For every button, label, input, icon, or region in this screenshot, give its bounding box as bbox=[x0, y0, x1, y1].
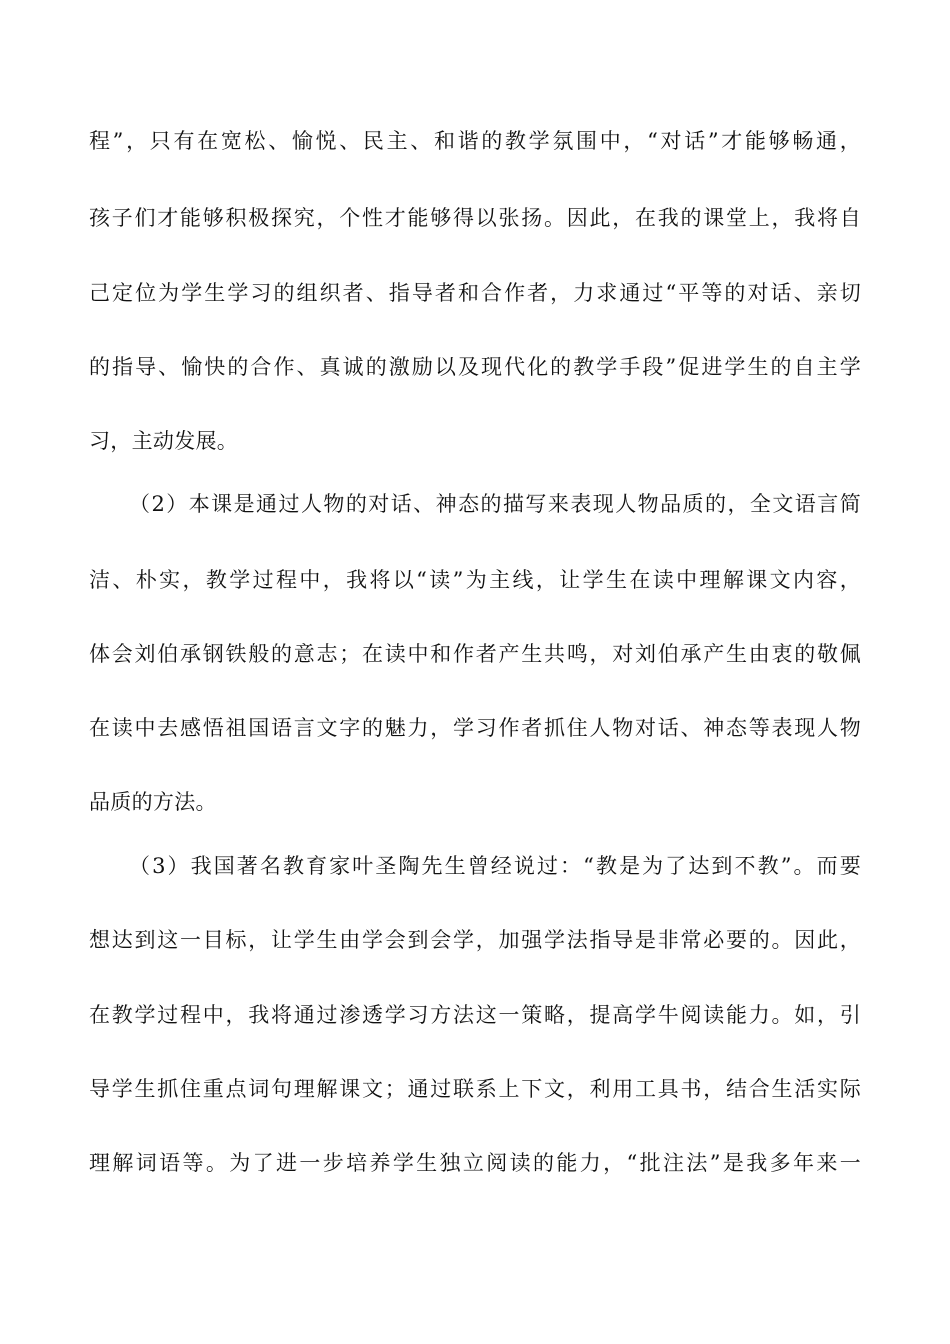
text-line-7: 洁、朴实，教学过程中，我将以“读”为主线，让学生在读中理解课文内容， bbox=[89, 568, 861, 592]
text-line-11: （3）我国著名教育家叶圣陶先生曾经说过：“教是为了达到不教”。而要 bbox=[129, 854, 861, 878]
text-line-9: 在读中去感悟祖国语言文字的魅力，学习作者抓住人物对话、神态等表现人物 bbox=[89, 716, 861, 740]
text-line-14: 导学生抓住重点词句理解课文；通过联系上下文，利用工具书，结合生活实际 bbox=[89, 1077, 861, 1101]
text-line-10: 品质的方法。 bbox=[89, 790, 217, 814]
text-line-15: 理解词语等。为了进一步培养学生独立阅读的能力，“批注法”是我多年来一 bbox=[89, 1151, 861, 1175]
text-line-2: 孩子们才能够积极探究，个性才能够得以张扬。因此，在我的课堂上，我将自 bbox=[89, 206, 861, 230]
text-line-12: 想达到这一目标，让学生由学会到会学，加强学法指导是非常必要的。因此， bbox=[89, 928, 861, 952]
text-line-4: 的指导、愉快的合作、真诚的激励以及现代化的教学手段”促进学生的自主学 bbox=[89, 355, 861, 379]
text-line-3: 己定位为学生学习的组织者、指导者和合作者，力求通过“平等的对话、亲切 bbox=[89, 281, 861, 305]
text-line-5: 习，主动发展。 bbox=[89, 429, 239, 453]
text-line-1: 程”，只有在宽松、愉悦、民主、和谐的教学氛围中，“对话”才能够畅通， bbox=[89, 129, 861, 153]
text-line-8: 体会刘伯承钢铁般的意志；在读中和作者产生共鸣，对刘伯承产生由衷的敬佩 bbox=[89, 642, 861, 666]
text-line-13: 在教学过程中，我将通过渗透学习方法这一策略，提高学牛阅读能力。如，引 bbox=[89, 1003, 861, 1027]
text-line-6: （2）本课是通过人物的对话、神态的描写来表现人物品质的，全文语言简 bbox=[129, 492, 861, 516]
